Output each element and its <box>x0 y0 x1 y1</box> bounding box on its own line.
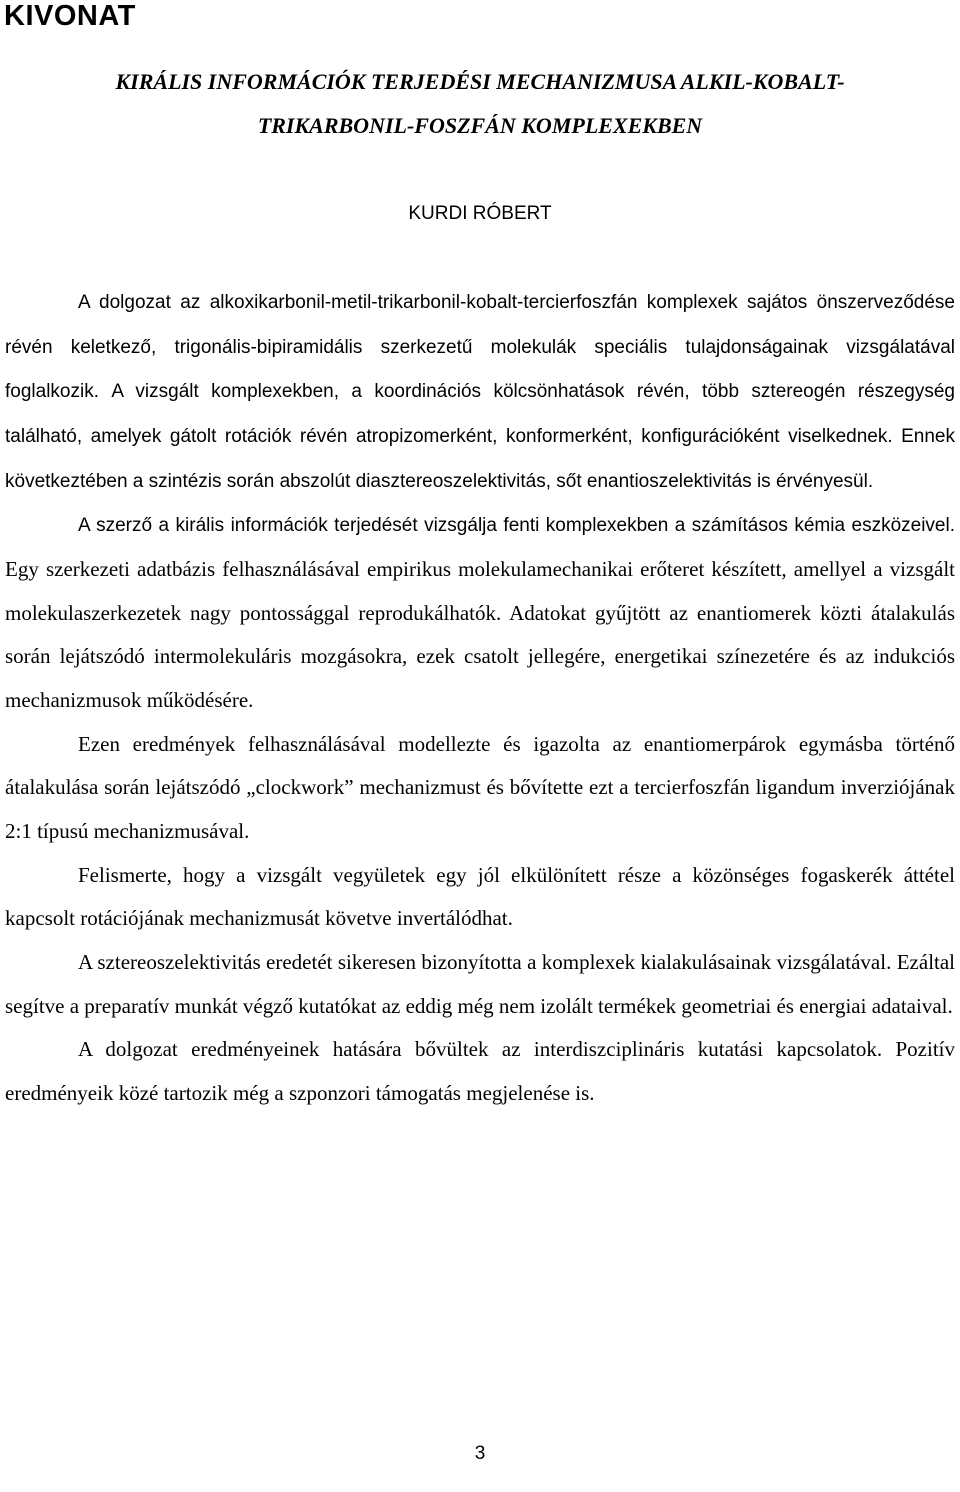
paragraph-1-sentence-2: A vizsgált komplexekben, a koordinációs kölcsönhatások révén, több sztereogén részegység található, amelyek gátolt rotációk révén atropizomerként, konformerként, konfigurációként viselkednek. <box>5 381 956 447</box>
paragraph-5-sentence-2: Ezáltal segítve a preparatív munkát végző kutatókat az eddig még nem izolált termékek geometriai és energiai adataival. <box>5 949 956 1018</box>
abstract-paragraph-4: Felismerte, hogy a vizsgált vegyületek egy jól elkülönített része a közönséges fogaskerék áttétel kapcsolt rotációjának mechanizmusát követve invertálódhat. <box>5 862 955 931</box>
paragraph-6-sentence-2: Pozitív eredményeik közé tartozik még a szponzori támogatás megjelenése is. <box>5 1037 955 1105</box>
paragraph-2-sentence-1: A szerző a királis információk terjedését vizsgálja fenti komplexekben a számításos kémia eszközeivel. <box>78 515 955 537</box>
thesis-title-line-1: KIRÁLIS INFORMÁCIÓK TERJEDÉSI MECHANIZMUSA ALKIL-KOBALT- <box>115 69 845 94</box>
abstract-body <box>5 280 955 1115</box>
paragraph-2-sentence-3: Adatokat gyűjtött az enantiomerek közti átalakulás során lejátszódó intermolekuláris mozgásokra, ezek csatolt jellegére, energetikai színezetére és az indukciós mechanizmusok működésére. <box>5 600 955 712</box>
abstract-paragraph-6 <box>5 1028 955 1115</box>
thesis-title-line-2: TRIKARBONIL-FOSZFÁN KOMPLEXEKBEN <box>257 113 703 138</box>
paragraph-2-sentence-2: Egy szerkezeti adatbázis felhasználásával empirikus molekulamechanikai erőteret készített, amellyel a vizsgált molekulaszerkezetek nagy pontossággal reprodukálhatók. <box>5 556 955 625</box>
page-number: 3 <box>474 1443 486 1464</box>
paragraph-5-sentence-1: A sztereoszelektivitás eredetét sikeresen bizonyította a komplexek kialakulásainak vizsgálatával. <box>78 949 892 974</box>
abstract-paragraph-3: Ezen eredmények felhasználásával modellezte és igazolta az enantiomerpárok egymásba történő átalakulása során lejátszódó „clockwork” mechanizmust és bővítette ezt a tercierfoszfán ligandum inverziójának 2:1 típusú mechanizmusával. <box>5 731 955 843</box>
thesis-title <box>0 60 960 148</box>
abstract-paragraph-2 <box>5 503 955 722</box>
abstract-paragraph-5 <box>5 941 955 1028</box>
section-heading: KIVONAT <box>4 0 136 32</box>
abstract-paragraph-1 <box>5 280 955 503</box>
paragraph-1-sentence-1: A dolgozat az alkoxikarbonil-metil-trikarbonil-kobalt-tercierfoszfán komplexek sajátos önszerveződése révén keletkező, trigonális-bipiramidális szerkezetű molekulák speciális tulajdonságainak vizsgálatával foglalkozik. <box>5 292 955 403</box>
paragraph-6-sentence-1: A dolgozat eredményeinek hatására bővültek az interdiszciplináris kutatási kapcsolatok. <box>78 1037 883 1062</box>
author-name: KURDI RÓBERT <box>408 203 552 224</box>
paragraph-1-sentence-3: Ennek következtében a szintézis során abszolút diasztereoszelektivitás, sőt enantioszelektivitás is érvényesül. <box>5 425 955 492</box>
